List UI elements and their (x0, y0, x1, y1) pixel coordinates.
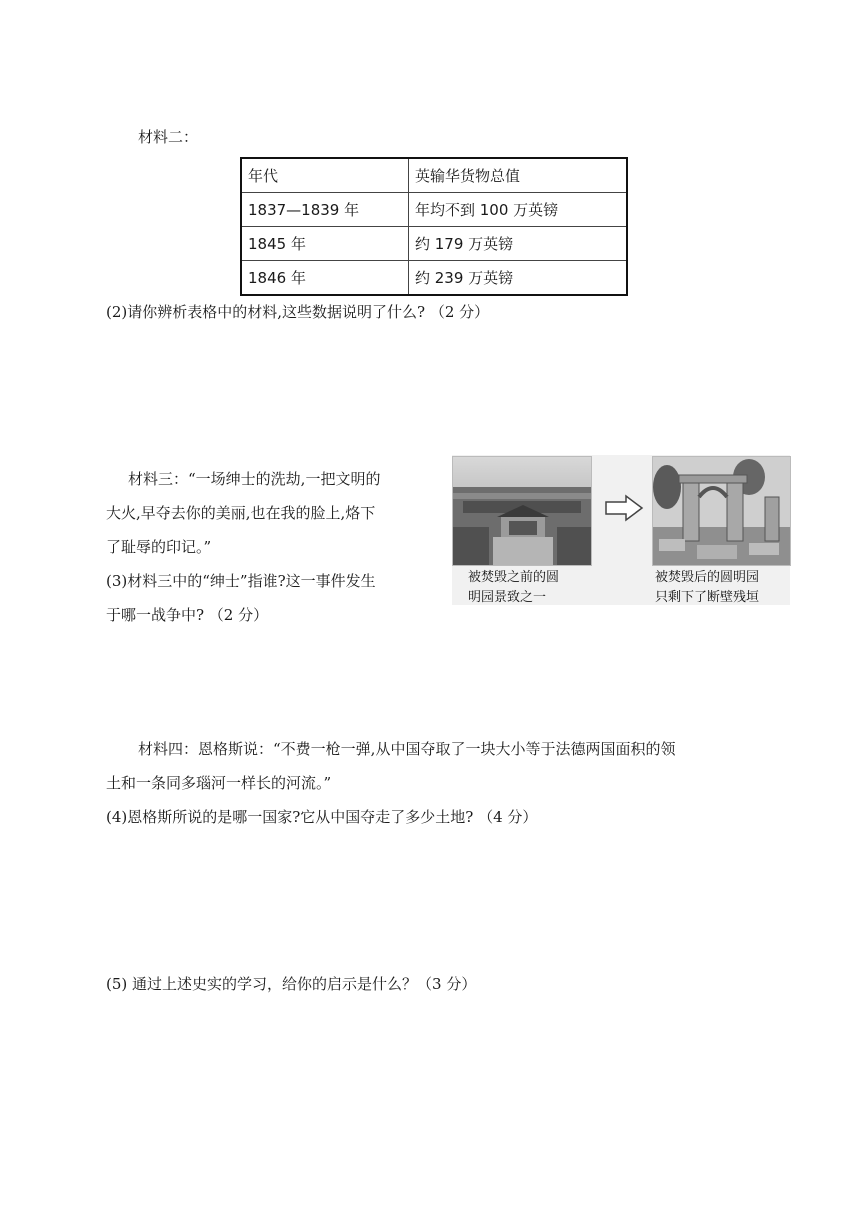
before-caption (468, 568, 559, 608)
question-2: (2)请你辨析表格中的材料,这些数据说明了什么? （2 分） (106, 303, 490, 321)
trade-table (240, 157, 628, 296)
question-5: (5) 通过上述史实的学习，给你的启示是什么？（3 分） (106, 975, 477, 993)
after-caption-line: 被焚毁后的圆明园 (655, 570, 760, 585)
material4-line-2: 土和一条同多瑙河一样长的河流。” (106, 774, 332, 792)
table-cell: 1845 年 (241, 227, 409, 261)
table-row (241, 261, 627, 296)
table-row (241, 193, 627, 227)
material2-label: 材料二： (138, 128, 199, 146)
before-caption-line: 被焚毁之前的圆 (468, 570, 560, 585)
after-caption (655, 568, 759, 608)
table-cell: 年均不到 100 万英镑 (409, 193, 628, 227)
table-row (241, 227, 627, 261)
table-cell: 1846 年 (241, 261, 409, 296)
after-caption-line: 只剩下了断壁残垣 (655, 590, 760, 605)
table-header-cell: 英输华货物总值 (409, 158, 628, 193)
material4-line-1: 材料四：恩格斯说：“不费一枪一弹,从中国夺取了一块大小等于法德两国面积的领 (138, 740, 676, 758)
before-caption-line: 明园景致之一 (468, 590, 547, 605)
table-cell: 1837—1839 年 (241, 193, 409, 227)
question-4: (4)恩格斯所说的是哪一国家?它从中国夺走了多少土地? （4 分） (106, 808, 538, 826)
after-photo (652, 456, 791, 566)
material3-line-1: 材料三：“一场绅士的洗劫,一把文明的 (128, 470, 381, 488)
question-3-line-1: (3)材料三中的“绅士”指谁?这一事件发生 (106, 572, 376, 590)
arrow-icon (604, 494, 644, 526)
table-cell: 约 179 万英镑 (409, 227, 628, 261)
material3-line-2: 大火,早夺去你的美丽,也在我的脸上,烙下 (106, 504, 376, 522)
before-photo (452, 456, 592, 566)
question-3-line-2: 于哪一战争中? （2 分） (106, 606, 269, 624)
table-cell: 约 239 万英镑 (409, 261, 628, 296)
table-header-row (241, 158, 627, 193)
table-header-cell: 年代 (241, 158, 409, 193)
material3-line-3: 了耻辱的印记。” (106, 538, 212, 556)
